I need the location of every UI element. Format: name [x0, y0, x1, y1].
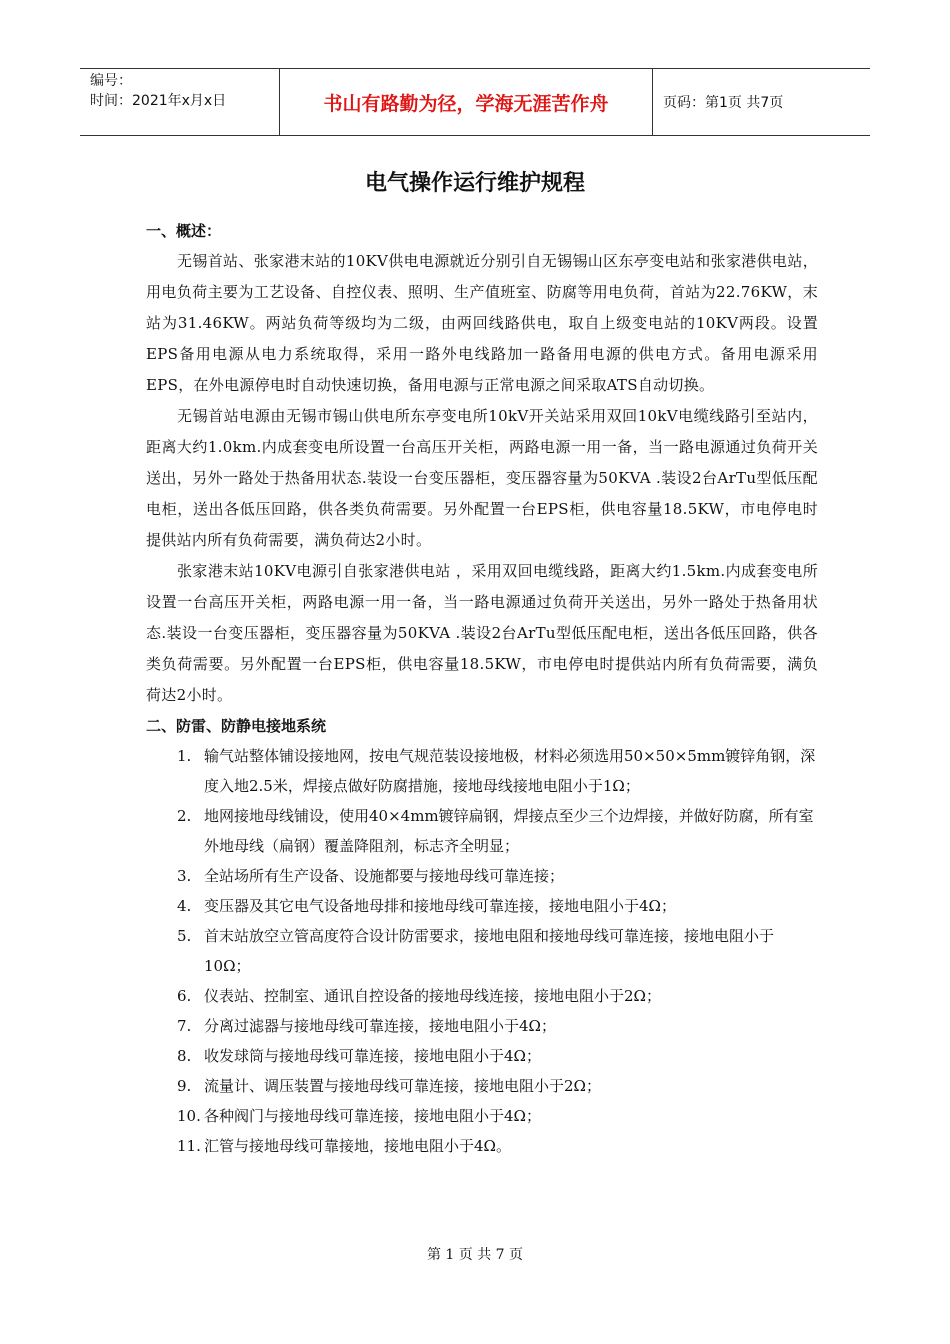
list-item	[146, 1071, 818, 1101]
page-header	[80, 68, 870, 136]
header-motto: 书山有路勤为径，学海无涯苦作舟	[280, 69, 653, 135]
list-item	[146, 921, 818, 981]
list-text: 汇管与接地母线可靠接地，接地电阻小于4Ω。	[204, 1137, 511, 1155]
paragraph: 无锡首站、张家港末站的10KV供电电源就近分别引自无锡锡山区东亭变电站和张家港供电站，用电负荷主要为工艺设备、自控仪表、照明、生产值班室、防腐等用电负荷，首站为22.76KW，末站为31.46KW。两站负荷等级均为二级，由两回线路供电，取自上级变电站的10KV两段。设置EPS备用电源从电力系统取得，采用一路外电线路加一路备用电源的供电方式。备用电源采用EPS，在外电源停电时自动快速切换，备用电源与正常电源之间采取ATS自动切换。	[146, 252, 818, 394]
list-text: 各种阀门与接地母线可靠连接，接地电阻小于4Ω；	[204, 1107, 541, 1125]
list-text: 输气站整体铺设接地网，按电气规范装设接地极，材料必须选用50×50×5mm镀锌角钢，深度入地2.5米，焊接点做好防腐措施，接地母线接地电阻小于1Ω；	[204, 747, 816, 795]
list-number: 11.	[177, 1137, 201, 1155]
paragraph: 无锡首站电源由无锡市锡山供电所东亭变电所10kV开关站采用双回10kV电缆线路引至站内，距离大约1.0km.内成套变电所设置一台高压开关柜，两路电源一用一备，当一路电源通过负荷开关送出，另外一路处于热备用状态.装设一台变压器柜，变压器容量为50KVA .装设2台ArTu型低压配电柜，送出各低压回路，供各类负荷需要。另外配置一台EPS柜，供电容量18.5KW，市电停电时提供站内所有负荷需要，满负荷达2小时。	[146, 407, 818, 549]
list-item	[146, 801, 818, 861]
list-text: 变压器及其它电气设备地母排和接地母线可靠连接，接地电阻小于4Ω；	[204, 897, 676, 915]
list-item	[146, 1131, 818, 1161]
list-text: 全站场所有生产设备、设施都要与接地母线可靠连接；	[204, 867, 565, 885]
list-number: 3.	[177, 867, 192, 885]
list-item	[146, 1101, 818, 1131]
list-number: 4.	[177, 897, 192, 915]
list-text: 首末站放空立管高度符合设计防雷要求，接地电阻和接地母线可靠连接，接地电阻小于10Ω；	[204, 927, 775, 975]
document-number-label: 编号：	[90, 73, 132, 89]
list-text: 地网接地母线铺设，使用40×4mm镀锌扁钢，焊接点至少三个边焊接，并做好防腐，所有室外地母线（扁钢）覆盖降阻剂，标志齐全明显；	[204, 807, 814, 855]
list-item	[146, 891, 818, 921]
list-number: 7.	[177, 1017, 192, 1035]
page-footer: 第 1 页 共 7 页	[426, 1247, 524, 1263]
list-number: 2.	[177, 807, 192, 825]
list-number: 1.	[177, 747, 192, 765]
document-time-label: 时间：2021年x月x日	[90, 93, 227, 109]
list-item	[146, 981, 818, 1011]
grounding-requirements-list	[146, 741, 818, 1161]
list-item	[146, 861, 818, 891]
list-number: 9.	[177, 1077, 192, 1095]
list-item	[146, 741, 818, 801]
list-number: 6.	[177, 987, 192, 1005]
document-body	[146, 216, 818, 1161]
document-title: 电气操作运行维护规程	[364, 171, 585, 196]
list-text: 流量计、调压装置与接地母线可靠连接，接地电阻小于2Ω；	[204, 1077, 601, 1095]
list-text: 仪表站、控制室、通讯自控设备的接地母线连接，接地电阻小于2Ω；	[204, 987, 661, 1005]
list-item	[146, 1011, 818, 1041]
section-heading: 二、防雷、防静电接地系统	[146, 717, 327, 735]
list-number: 8.	[177, 1047, 192, 1065]
list-number: 10.	[177, 1107, 201, 1125]
list-number: 5.	[177, 927, 192, 945]
list-text: 分离过滤器与接地母线可靠连接，接地电阻小于4Ω；	[204, 1017, 556, 1035]
list-text: 收发球筒与接地母线可靠连接，接地电阻小于4Ω；	[204, 1047, 541, 1065]
list-item	[146, 1041, 818, 1071]
header-meta	[80, 69, 280, 135]
header-page-info: 页码：第1页 共7页	[663, 95, 784, 111]
paragraph: 张家港末站10KV电源引自张家港供电站 ，采用双回电缆线路，距离大约1.5km.内成套变电所设置一台高压开关柜，两路电源一用一备，当一路电源通过负荷开关送出，另外一路处于热备用状态.装设一台变压器柜，变压器容量为50KVA .装设2台ArTu型低压配电柜，送出各低压回路，供各类负荷需要。另外配置一台EPS柜，供电容量18.5KW，市电停电时提供站内所有负荷需要，满负荷达2小时。	[146, 562, 818, 704]
section-heading: 一、概述：	[146, 222, 222, 240]
